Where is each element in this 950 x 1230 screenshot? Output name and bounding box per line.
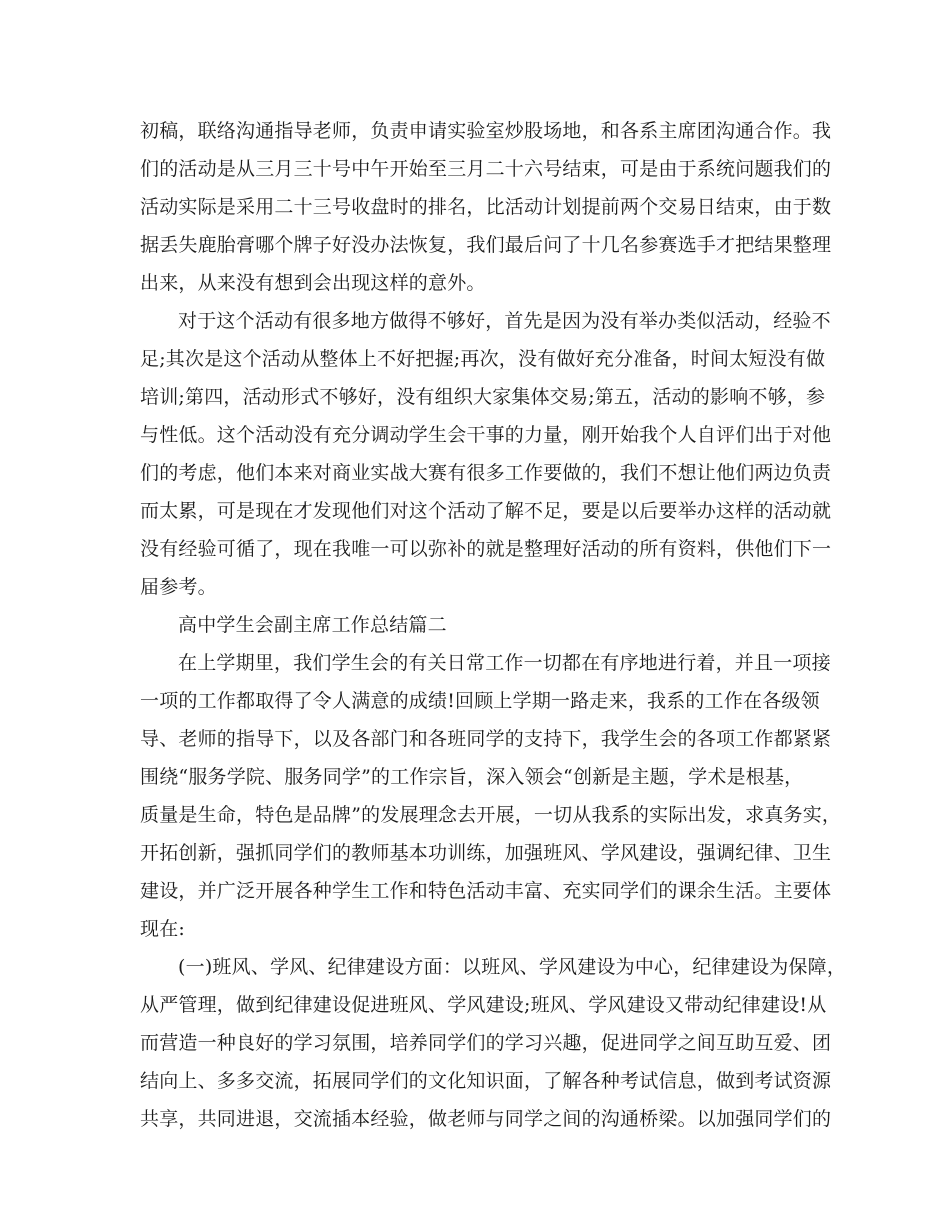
text-line: 们的考虑，他们本来对商业实战大赛有很多工作要做的，我们不想让他们两边负责 <box>140 462 832 484</box>
text-line: 初稿，联络沟通指导老师，负责申请实验室炒股场地，和各系主席团沟通合作。我 <box>140 120 832 142</box>
text-line: 活动实际是采用二十三号收盘时的排名，比活动计划提前两个交易日结束，由于数 <box>140 196 832 218</box>
text-line: 据丢失鹿胎膏哪个牌子好没办法恢复，我们最后问了十几名参赛选手才把结果整理 <box>140 234 832 256</box>
text-line: 一项的工作都取得了令人满意的成绩!回顾上学期一路走来，我系的工作在各级领 <box>140 690 820 712</box>
text-line: 对于这个活动有很多地方做得不够好，首先是因为没有举办类似活动，经验不 <box>178 310 831 332</box>
text-line: 而营造一种良好的学习氛围，培养同学们的学习兴趣，促进同学之间互助互爱、团 <box>140 1032 832 1054</box>
text-line: 导、老师的指导下，以及各部门和各班同学的支持下，我学生会的各项工作都紧紧 <box>140 728 832 750</box>
text-line: 共享，共同进退，交流插本经验，做老师与同学之间的沟通桥梁。以加强同学们的 <box>140 1108 832 1130</box>
text-line: (一)班风、学风、纪律建设方面：以班风、学风建设为中心，纪律建设为保障， <box>178 956 847 978</box>
text-line: 出来，从来没有想到会出现这样的意外。 <box>140 272 486 294</box>
section-heading: 高中学生会副主席工作总结篇二 <box>178 614 447 636</box>
text-line: 届参考。 <box>140 576 217 598</box>
text-line: 从严管理，做到纪律建设促进班风、学风建设;班风、学风建设又带动纪律建设!从 <box>140 994 827 1016</box>
text-line: 而太累，可是现在才发现他们对这个活动了解不足，要是以后要举办这样的活动就 <box>140 500 832 522</box>
text-line: 们的活动是从三月三十号中午开始至三月二十六号结束，可是由于系统问题我们的 <box>140 158 832 180</box>
text-line: 现在: <box>140 918 186 940</box>
text-line: 足;其次是这个活动从整体上不好把握;再次，没有做好充分准备，时间太短没有做 <box>140 348 826 370</box>
text-line: 培训;第四，活动形式不够好，没有组织大家集体交易;第五，活动的影响不够，参 <box>140 386 826 408</box>
text-line: 质量是生命，特色是品牌”的发展理念去开展，一切从我系的实际出发，求真务实， <box>140 804 842 826</box>
text-line: 开拓创新，强抓同学们的教师基本功训练，加强班风、学风建设，强调纪律、卫生 <box>140 842 832 864</box>
text-line: 结向上、多多交流，拓展同学们的文化知识面，了解各种考试信息，做到考试资源 <box>140 1070 832 1092</box>
text-line: 建设，并广泛开展各种学生工作和特色活动丰富、充实同学们的课余生活。主要体 <box>140 880 832 902</box>
text-line: 围绕“服务学院、服务同学”的工作宗旨，深入领会“创新是主题，学术是根基， <box>140 766 804 788</box>
text-line: 与性低。这个活动没有充分调动学生会干事的力量，刚开始我个人自评们出于对他 <box>140 424 832 446</box>
text-line: 在上学期里，我们学生会的有关日常工作一切都在有序地进行着，并且一项接 <box>178 652 831 674</box>
text-line: 没有经验可循了，现在我唯一可以弥补的就是整理好活动的所有资料，供他们下一 <box>140 538 832 560</box>
